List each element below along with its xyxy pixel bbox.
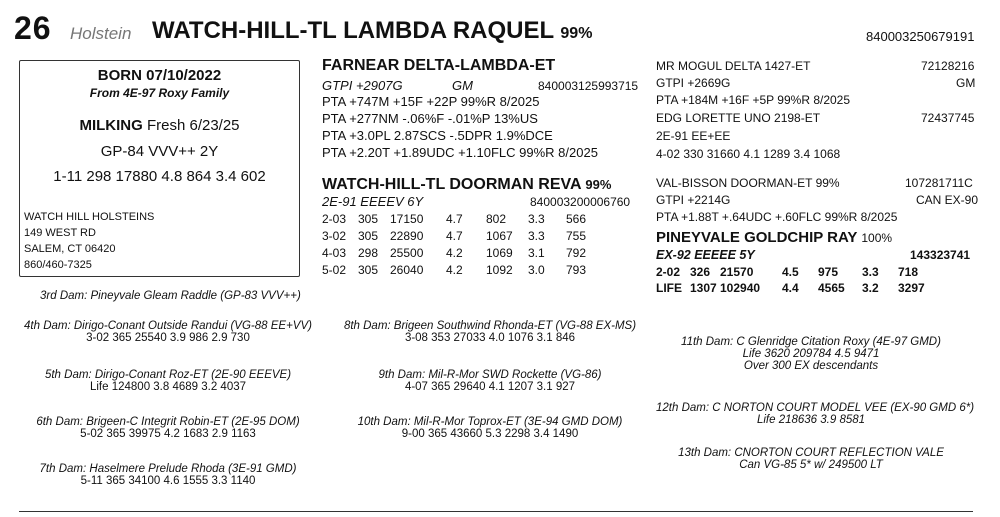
dam-registration: 840003200006760 <box>530 195 631 209</box>
record-milk: 26040 <box>390 263 424 277</box>
record-fat: 1092 <box>486 263 513 277</box>
sire-pta-line: PTA +747M +15F +22P 99%R 8/2025 <box>322 94 540 109</box>
record-protein-pct: 3.0 <box>528 263 545 277</box>
animal-registration: 840003250679191 <box>866 29 975 44</box>
record-milk: 17150 <box>390 212 424 226</box>
granddam-record-row <box>656 281 925 295</box>
dam-6-title: 6th Dam: Brigeen-C Integrit Robin-ET (2E-95 DOM) <box>36 416 300 428</box>
born-date: BORN 07/10/2022 <box>97 67 222 84</box>
record-protein: 718 <box>898 265 919 279</box>
sire-dam-registration: 72437745 <box>921 111 975 125</box>
granddam-name-text: PINEYVALE GOLDCHIP RAY <box>656 229 858 246</box>
granddam-record-row <box>656 265 918 279</box>
milking-status <box>20 117 299 134</box>
record-fat-pct: 4.2 <box>446 246 463 260</box>
dam-8 <box>330 320 650 344</box>
record-milk: 102940 <box>720 281 761 295</box>
dam-9-record: 4-07 365 29640 4.1 1207 3.1 927 <box>404 381 576 393</box>
record-age: 5-02 <box>322 263 347 277</box>
consignor-city: SALEM, CT 06420 <box>24 243 116 255</box>
record-protein-pct: 3.3 <box>528 212 545 226</box>
dam-record-row <box>322 246 586 260</box>
sire-pta-line: PTA +277NM -.06%F -.01%P 13%US <box>322 111 538 126</box>
dam-7 <box>20 463 316 487</box>
record-age: 2-03 <box>322 212 347 226</box>
bottom-divider <box>19 511 973 512</box>
family-line: From 4E-97 Roxy Family <box>89 86 230 100</box>
record-fat-pct: 4.4 <box>782 281 799 295</box>
sire-dam-record: 4-02 330 31660 4.1 1289 3.4 1068 <box>656 147 841 161</box>
dam-4-title: 4th Dam: Dirigo-Conant Outside Randui (VG-88 EE+VV) <box>24 320 312 332</box>
record-days: 326 <box>690 265 711 279</box>
dam-13-line1: Can VG-85 5* w/ 249500 LT <box>739 459 883 471</box>
sire-sire-gtpi: GTPI +2669G <box>656 76 731 90</box>
record-age: 4-03 <box>322 246 347 260</box>
record-fat-pct: 4.7 <box>446 229 463 243</box>
dam-classification: 2E-91 EEEEV 6Y <box>322 194 424 209</box>
dam-3-title: 3rd Dam: Pineyvale Gleam Raddle (GP-83 VVV++) <box>40 290 301 302</box>
dam-6 <box>20 416 316 440</box>
dam-13-title: 13th Dam: CNORTON COURT REFLECTION VALE <box>678 447 944 459</box>
record-fat: 4565 <box>818 281 845 295</box>
lot-number: 26 <box>14 10 52 46</box>
record-fat-pct: 4.7 <box>446 212 463 226</box>
record-milk: 22890 <box>390 229 424 243</box>
dam-record-row <box>322 263 586 277</box>
record-protein: 755 <box>566 229 587 243</box>
record-days: 305 <box>358 212 379 226</box>
sire-sire-registration: 72128216 <box>921 59 975 73</box>
dam-name-text: WATCH-HILL-TL DOORMAN REVA <box>322 176 581 193</box>
record-days: 305 <box>358 229 379 243</box>
record-fat: 1069 <box>486 246 513 260</box>
dam-sire-name: VAL-BISSON DOORMAN-ET 99% <box>656 176 840 190</box>
sire-sire-pta: PTA +184M +16F +5P 99%R 8/2025 <box>656 93 851 107</box>
record-milk: 25500 <box>390 246 424 260</box>
dam-13 <box>656 447 966 471</box>
granddam-name <box>656 229 892 246</box>
dam-11 <box>656 336 966 372</box>
dam-sire-registration: 107281711C <box>905 176 973 190</box>
production-record: 1-11 298 17880 4.8 864 3.4 602 <box>53 168 266 185</box>
dam-12 <box>656 402 975 426</box>
record-days: 298 <box>358 246 379 260</box>
record-days: 305 <box>358 263 379 277</box>
record-protein: 792 <box>566 246 587 260</box>
dam-10-record: 9-00 365 43660 5.3 2298 3.4 1490 <box>401 428 579 440</box>
dam-8-record: 3-08 353 27033 4.0 1076 3.1 846 <box>404 332 576 344</box>
sire-pta-line: PTA +3.0PL 2.87SCS -.5DPR 1.9%DCE <box>322 128 553 143</box>
dam-7-record: 5-11 365 34100 4.6 1555 3.3 1140 <box>80 475 256 487</box>
record-age: 2-02 <box>656 265 681 279</box>
record-age: 3-02 <box>322 229 347 243</box>
record-protein: 793 <box>566 263 587 277</box>
record-age: LIFE <box>656 281 682 295</box>
record-protein-pct: 3.1 <box>528 246 545 260</box>
sire-pta-line: PTA +2.20T +1.89UDC +1.10FLC 99%R 8/2025 <box>322 145 598 160</box>
sire-sire-gm: GM <box>956 76 976 90</box>
dam-sire-can: CAN EX-90 <box>916 193 979 207</box>
record-milk: 21570 <box>720 265 754 279</box>
dam-4-record: 3-02 365 25540 3.9 986 2.9 730 <box>86 332 250 344</box>
dam-11-line2: Over 300 EX descendants <box>743 360 879 372</box>
animal-percent: 99% <box>560 25 593 42</box>
milking-label: MILKING <box>79 117 143 134</box>
dam-11-line1: Life 3620 209784 4.5 9471 <box>742 348 880 360</box>
granddam-classification: EX-92 EEEEE 5Y <box>656 248 755 262</box>
dam-11-title: 11th Dam: C Glenridge Citation Roxy (4E-97 GMD) <box>681 336 941 348</box>
dam-name <box>322 176 611 194</box>
dam-percent: 99% <box>585 177 612 192</box>
sire-registration: 840003125993715 <box>538 79 639 93</box>
consignor-name: WATCH HILL HOLSTEINS <box>24 211 155 223</box>
dam-5-title: 5th Dam: Dirigo-Conant Roz-ET (2E-90 EEEVE) <box>44 369 292 381</box>
dam-10-title: 10th Dam: Mil-R-Mor Toprox-ET (3E-94 GMD DOM) <box>357 416 623 428</box>
dam-5-record: Life 124800 3.8 4689 3.2 4037 <box>89 381 247 393</box>
dam-record-row <box>322 229 586 243</box>
dam-7-title: 7th Dam: Haselmere Prelude Rhoda (3E-91 GMD) <box>39 463 297 475</box>
dam-record-row <box>322 212 586 226</box>
record-fat-pct: 4.2 <box>446 263 463 277</box>
record-protein-pct: 3.2 <box>862 281 879 295</box>
breed-label: Holstein <box>70 24 132 43</box>
dam-sire-pta: PTA +1.88T +.64UDC +.60FLC 99%R 8/2025 <box>656 210 898 224</box>
milking-value: Fresh 6/23/25 <box>146 117 240 134</box>
dam-sire-gtpi: GTPI +2214G <box>656 193 731 207</box>
granddam-percent: 100% <box>861 231 893 245</box>
consignor-phone: 860/460-7325 <box>24 259 92 271</box>
granddam-registration: 143323741 <box>910 248 971 262</box>
animal-name-text: WATCH-HILL-TL LAMBDA RAQUEL <box>152 17 554 44</box>
record-protein: 566 <box>566 212 587 226</box>
dam-12-line1: Life 218636 3.9 8581 <box>756 414 866 426</box>
info-box <box>19 60 300 277</box>
record-days: 1307 <box>690 281 717 295</box>
dam-4 <box>20 320 316 344</box>
dam-6-record: 5-02 365 39975 4.2 1683 2.9 1163 <box>80 428 256 440</box>
dam-9 <box>330 369 650 393</box>
dam-9-title: 9th Dam: Mil-R-Mor SWD Rockette (VG-86) <box>378 369 602 381</box>
sire-sire-name: MR MOGUL DELTA 1427-ET <box>656 59 811 73</box>
dam-8-title: 8th Dam: Brigeen Southwind Rhonda-ET (VG-88 EX-MS) <box>343 320 637 332</box>
animal-name <box>152 17 592 45</box>
record-fat: 802 <box>486 212 507 226</box>
sire-name: FARNEAR DELTA-LAMBDA-ET <box>322 57 556 74</box>
consignor-street: 149 WEST RD <box>24 227 96 239</box>
sire-gtpi: GTPI +2907G <box>322 78 403 93</box>
dam-12-title: 12th Dam: C NORTON COURT MODEL VEE (EX-90 GMD 6*) <box>656 402 975 414</box>
record-protein-pct: 3.3 <box>528 229 545 243</box>
record-fat: 1067 <box>486 229 513 243</box>
record-fat: 975 <box>818 265 839 279</box>
sire-dam-name: EDG LORETTE UNO 2198-ET <box>656 111 821 125</box>
sire-gm: GM <box>452 78 473 93</box>
record-fat-pct: 4.5 <box>782 265 799 279</box>
dam-10 <box>330 416 650 440</box>
record-protein: 3297 <box>898 281 925 295</box>
dam-5 <box>20 369 316 393</box>
classification: GP-84 VVV++ 2Y <box>100 143 219 160</box>
sire-dam-classification: 2E-91 EE+EE <box>656 129 731 143</box>
record-protein-pct: 3.3 <box>862 265 879 279</box>
